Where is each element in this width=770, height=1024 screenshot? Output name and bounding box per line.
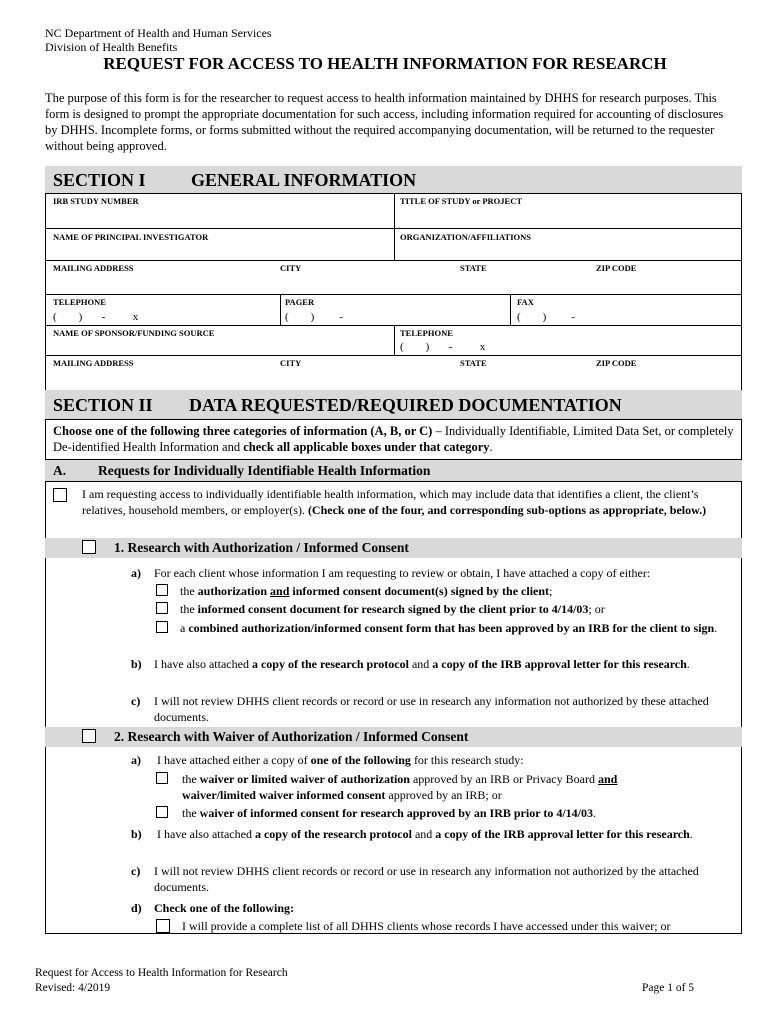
section2-number: SECTION II bbox=[53, 395, 153, 415]
pager-label: PAGER bbox=[285, 297, 315, 307]
sponsor-mailing-address-field[interactable]: MAILING ADDRESS bbox=[53, 358, 134, 368]
sponsor-telephone-label: TELEPHONE bbox=[400, 328, 453, 338]
sponsor-zip-code-field[interactable]: ZIP CODE bbox=[596, 358, 637, 368]
option2-a-checkbox-2[interactable] bbox=[156, 806, 168, 818]
option2-a-item-1 bbox=[182, 771, 682, 803]
state-field[interactable]: STATE bbox=[460, 263, 487, 273]
option1-c-text: I will not review DHHS client records or record or use in research any information not authorized by these attached documents. bbox=[154, 694, 709, 724]
option2-c-text: I will not review DHHS client records or record or use in research any information not authorized by the attached documents. bbox=[154, 864, 699, 894]
footer-revised: Revised: 4/2019 bbox=[35, 982, 111, 994]
sponsor-telephone-field[interactable]: ( ) - x bbox=[400, 341, 486, 353]
option1-a-text: For each client whose information I am requesting to review or obtain, I have attached a copy of either: bbox=[154, 566, 651, 580]
division-name: Division of Health Benefits bbox=[45, 40, 178, 54]
zip-code-field[interactable]: ZIP CODE bbox=[596, 263, 637, 273]
pager-field[interactable]: ( ) - bbox=[285, 311, 343, 323]
instr-text: – Individually Identifiable, Limited Data Set, or completely De-identified Health Information and bbox=[53, 424, 734, 454]
text: a bbox=[180, 621, 189, 635]
option1-a-item-1 bbox=[180, 583, 552, 599]
text-bold: waiver or limited waiver of authorization bbox=[199, 772, 410, 786]
text: the bbox=[180, 584, 198, 598]
category-a-description bbox=[82, 486, 734, 518]
text-bold: a copy of the research protocol bbox=[251, 657, 409, 671]
principal-investigator-field[interactable]: NAME OF PRINCIPAL INVESTIGATOR bbox=[53, 232, 209, 242]
item-letter: c) bbox=[131, 694, 141, 708]
option2-d-checkbox-1[interactable] bbox=[156, 919, 170, 933]
page-number: Page 1 of 5 bbox=[642, 982, 695, 994]
text-bold: one of the following bbox=[310, 753, 411, 767]
item-letter: b) bbox=[131, 657, 142, 671]
intro-paragraph: The purpose of this form is for the researcher to request access to health information maintained by DHHS for research purposes. This form is designed to prompt the appropriate documentation for such access, including information required for accounting of disclosures by DHHS. Incomplete forms, or forms submitted without the required accompanying documentation, will be returned to the requester without being approved. bbox=[45, 91, 724, 153]
section1-title: GENERAL INFORMATION bbox=[191, 170, 417, 190]
option2-a-item-2 bbox=[182, 805, 596, 821]
text-bold: a copy of the research protocol bbox=[254, 827, 412, 841]
category-a-text: I am requesting access to individually identifiable health information, which may include data that identifies a client, the client’s relatives, household members, or employer(s). bbox=[82, 487, 699, 517]
text-bold: waiver/limited waiver informed consent bbox=[182, 788, 386, 802]
option1-a-checkbox-1[interactable] bbox=[156, 584, 168, 596]
footer-form-name: Request for Access to Health Information for Research bbox=[35, 967, 288, 979]
section2-instructions bbox=[53, 423, 735, 455]
option1-a-checkbox-3[interactable] bbox=[156, 621, 168, 633]
option1-a-item-2 bbox=[180, 601, 605, 617]
section1-number: SECTION I bbox=[53, 170, 146, 190]
mailing-address-field[interactable]: MAILING ADDRESS bbox=[53, 263, 134, 273]
text: the bbox=[182, 772, 200, 786]
option2-title: 2. Research with Waiver of Authorization / Informed Consent bbox=[114, 729, 469, 744]
option1-title: 1. Research with Authorization / Informed Consent bbox=[114, 540, 409, 555]
department-name: NC Department of Health and Human Services bbox=[45, 26, 272, 40]
option1-checkbox[interactable] bbox=[82, 540, 96, 554]
divider bbox=[394, 325, 395, 355]
form-title: REQUEST FOR ACCESS TO HEALTH INFORMATION FOR RESEARCH bbox=[103, 54, 667, 73]
instr-text: . bbox=[489, 440, 493, 454]
text: for this research study: bbox=[410, 753, 524, 767]
category-a-title: Requests for Individually Identifiable Health Information bbox=[98, 463, 431, 478]
text-bold: authorization bbox=[197, 584, 271, 598]
text: I have also attached bbox=[157, 827, 255, 841]
text-bold-underline: and bbox=[270, 584, 290, 598]
divider bbox=[280, 294, 281, 325]
text: . bbox=[714, 621, 718, 635]
divider bbox=[45, 355, 742, 356]
study-title-field[interactable]: TITLE OF STUDY or PROJECT bbox=[400, 196, 523, 206]
fax-field[interactable]: ( ) - bbox=[517, 311, 575, 323]
text: the bbox=[182, 806, 200, 820]
text: . bbox=[689, 827, 693, 841]
text: and bbox=[408, 657, 433, 671]
divider bbox=[45, 260, 742, 261]
sponsor-city-field[interactable]: CITY bbox=[280, 358, 302, 368]
option2-d-text: Check one of the following: bbox=[154, 901, 294, 915]
instr-bold: check all applicable boxes under that category bbox=[243, 440, 490, 454]
text: approved by an IRB; or bbox=[385, 788, 502, 802]
city-field[interactable]: CITY bbox=[280, 263, 302, 273]
organization-field[interactable]: ORGANIZATION/AFFILIATIONS bbox=[400, 232, 531, 242]
item-letter: d) bbox=[131, 901, 142, 915]
option2-b-text bbox=[157, 826, 734, 842]
option1-b-text bbox=[154, 656, 734, 672]
text-bold: waiver of informed consent for research approved by an IRB prior to 4/14/03 bbox=[199, 806, 593, 820]
divider bbox=[510, 294, 511, 325]
telephone-field[interactable]: ( ) - x bbox=[53, 311, 139, 323]
text: the bbox=[180, 602, 198, 616]
divider bbox=[45, 294, 742, 295]
text: I have attached either a copy of bbox=[157, 753, 311, 767]
irb-study-number-field[interactable]: IRB STUDY NUMBER bbox=[53, 196, 139, 206]
text-bold: informed consent document(s) signed by the client bbox=[289, 584, 550, 598]
text: ; bbox=[549, 584, 553, 598]
text: and bbox=[411, 827, 436, 841]
telephone-label: TELEPHONE bbox=[53, 297, 106, 307]
text: . bbox=[686, 657, 690, 671]
text: approved by an IRB or Privacy Board bbox=[409, 772, 598, 786]
fax-label: FAX bbox=[517, 297, 534, 307]
option2-a-checkbox-1[interactable] bbox=[156, 772, 168, 784]
text-bold: informed consent document for research signed by the client prior to 4/14/03 bbox=[197, 602, 589, 616]
category-a-letter: A. bbox=[53, 463, 67, 478]
text-bold: a copy of the IRB approval letter for this research bbox=[435, 827, 690, 841]
item-letter: a) bbox=[131, 753, 141, 767]
option2-a-text bbox=[157, 752, 734, 768]
divider bbox=[394, 194, 395, 260]
option1-a-checkbox-2[interactable] bbox=[156, 602, 168, 614]
item-letter: b) bbox=[131, 827, 142, 841]
item-letter: c) bbox=[131, 864, 141, 878]
option1-a-item-3 bbox=[180, 620, 734, 636]
sponsor-state-field[interactable]: STATE bbox=[460, 358, 487, 368]
category-a-instruction: (Check one of the four, and corresponding sub-options as appropriate, below.) bbox=[307, 503, 707, 517]
text-bold-underline: and bbox=[597, 772, 618, 786]
instr-bold: Choose one of the following three categories of information (A, B, or C) bbox=[53, 424, 433, 438]
section2-header bbox=[45, 390, 742, 420]
item-letter: a) bbox=[131, 566, 141, 580]
sponsor-field[interactable]: NAME OF SPONSOR/FUNDING SOURCE bbox=[53, 328, 215, 338]
section1-header bbox=[45, 166, 742, 194]
text-bold: a copy of the IRB approval letter for this research bbox=[432, 657, 687, 671]
text-bold: combined authorization/informed consent form that has been approved by an IRB for the client to sign bbox=[188, 621, 715, 635]
section2-title: DATA REQUESTED/REQUIRED DOCUMENTATION bbox=[189, 395, 622, 415]
category-a-header bbox=[45, 459, 742, 482]
text: ; or bbox=[588, 602, 605, 616]
option2-checkbox[interactable] bbox=[82, 729, 96, 743]
text: I have also attached bbox=[154, 657, 252, 671]
option2-d-item-1: I will provide a complete list of all DHHS clients whose records I have accessed under this waiver; or bbox=[182, 919, 671, 933]
category-a-checkbox[interactable] bbox=[53, 488, 67, 502]
text: . bbox=[593, 806, 596, 820]
